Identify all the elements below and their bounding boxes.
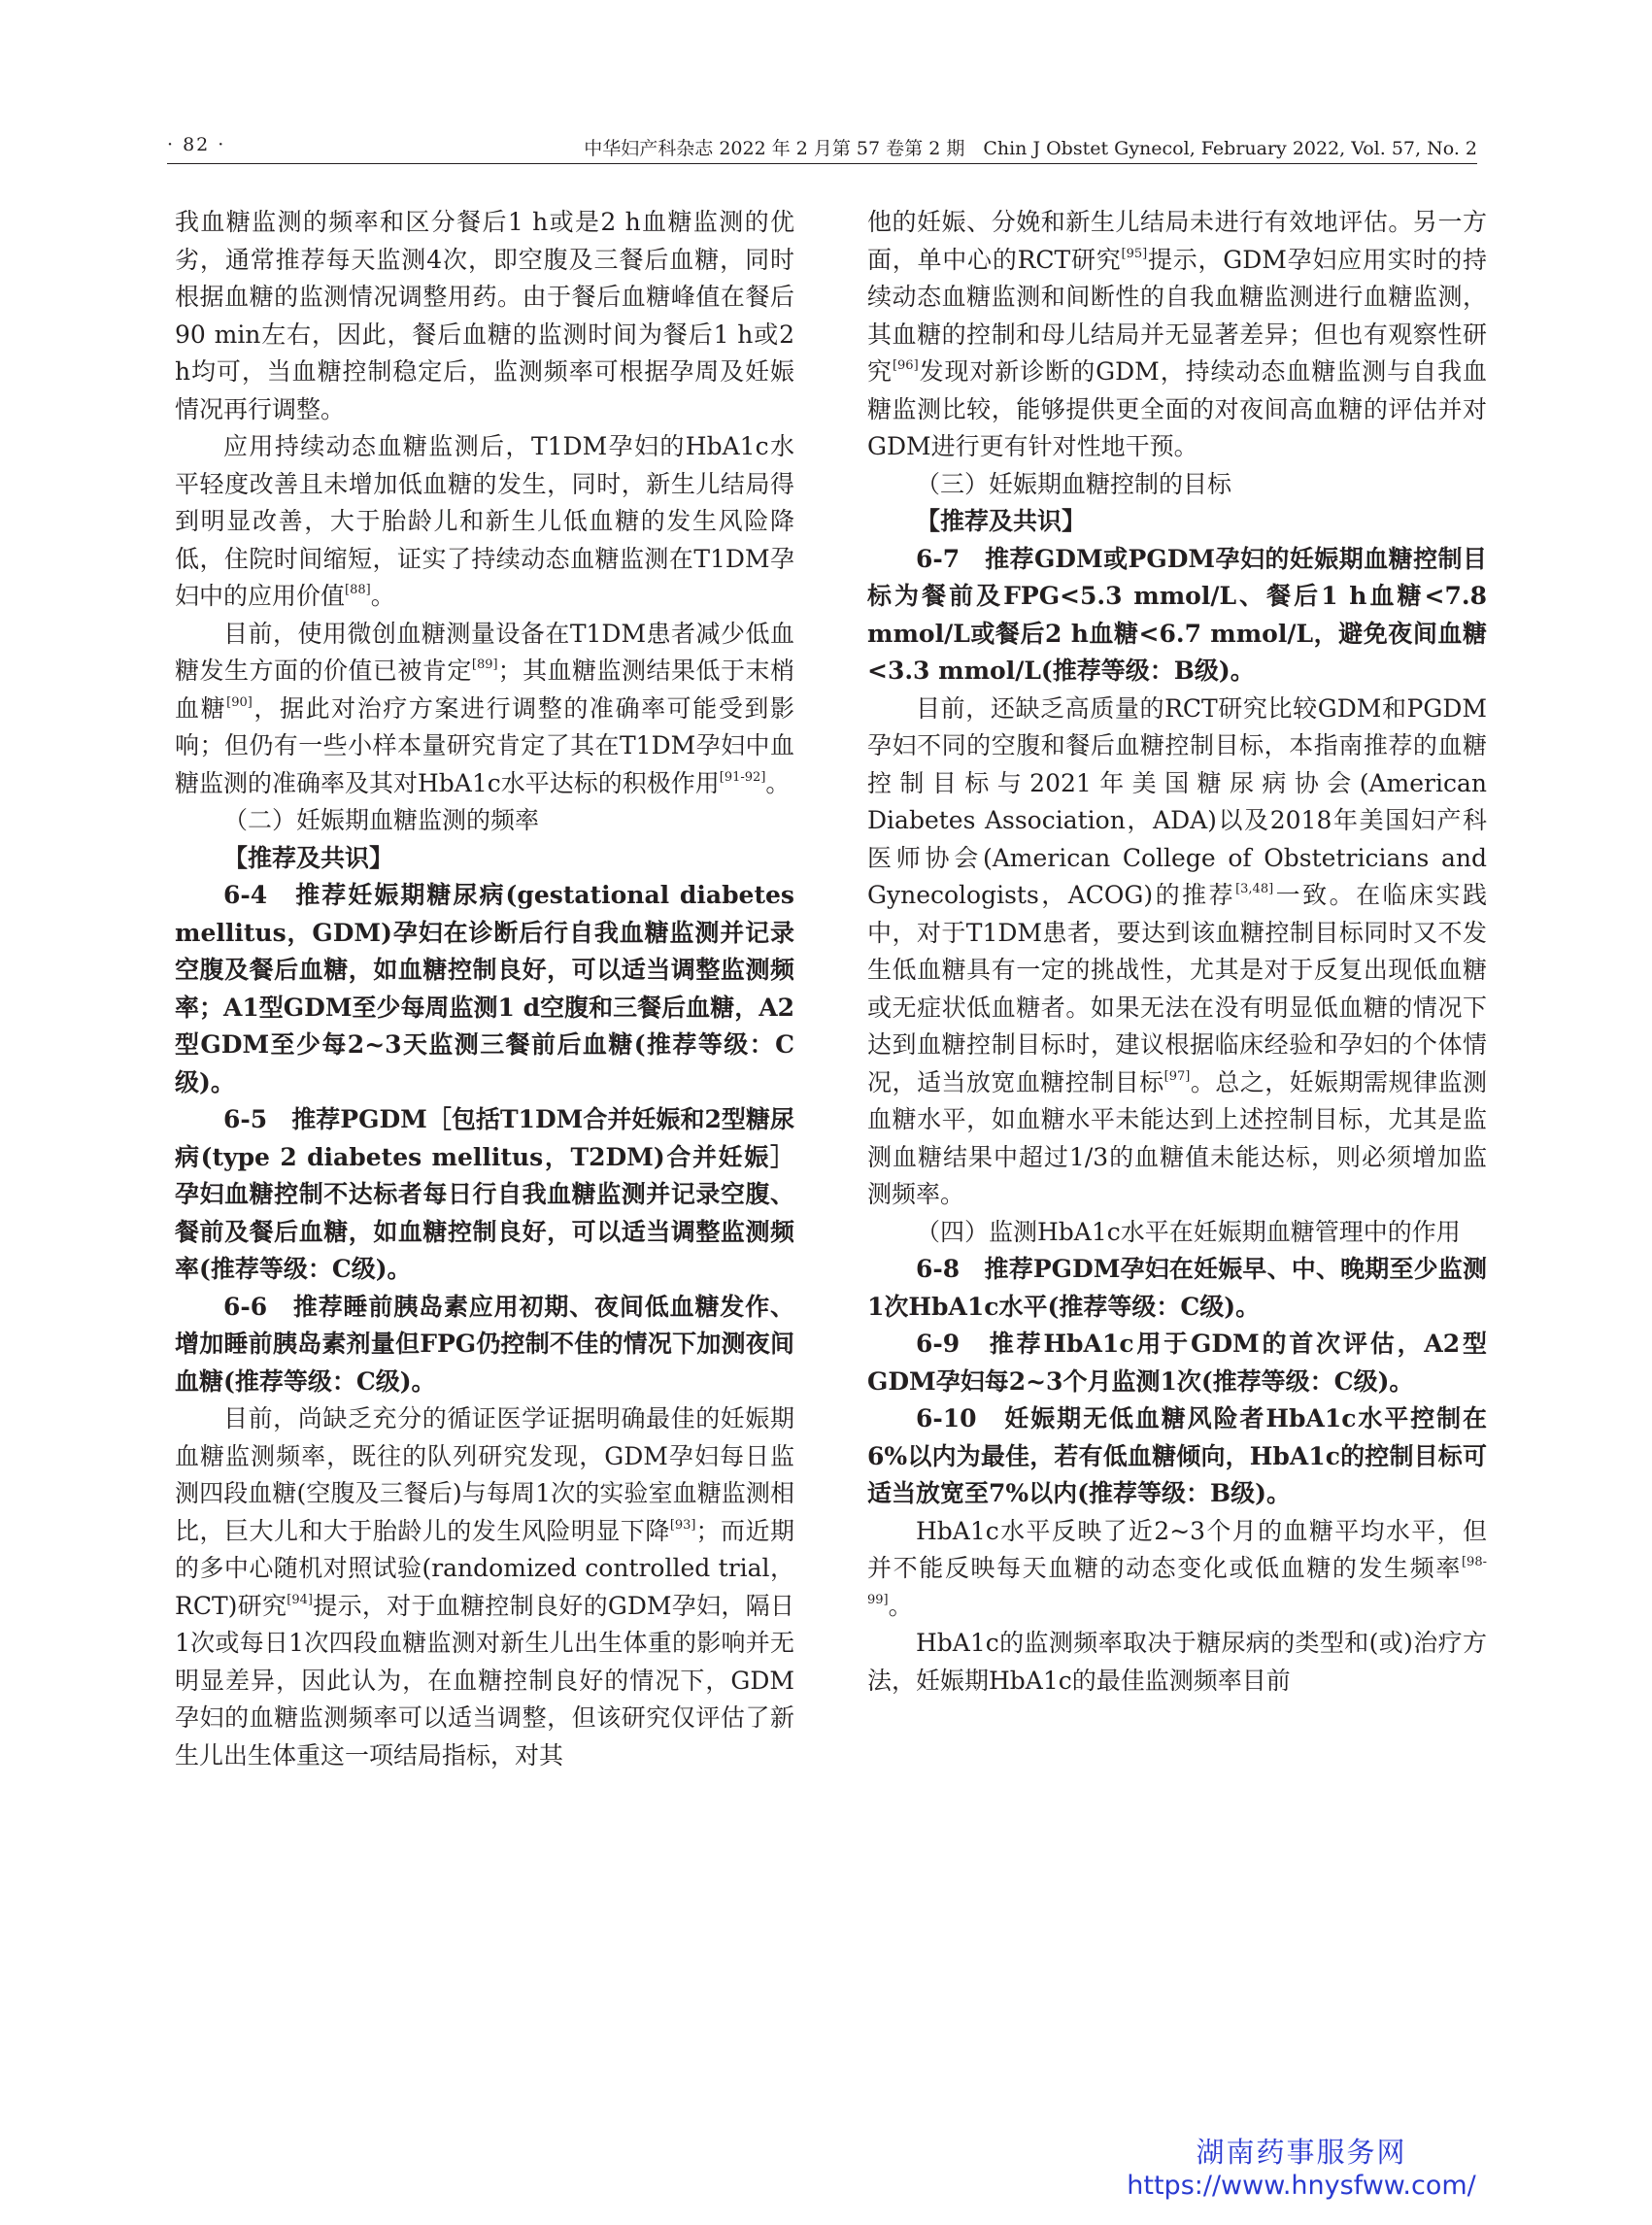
citation: [3,48] bbox=[1235, 882, 1274, 896]
watermark-url[interactable]: https://www.hnysfww.com/ bbox=[1127, 2171, 1476, 2201]
paragraph: HbA1c的监测频率取决于糖尿病的类型和(或)治疗方法，妊娠期HbA1c的最佳监测频率目前 bbox=[867, 1629, 1487, 1695]
recommendation-6-8: 6-8 推荐PGDM孕妇在妊娠早、中、晚期至少监测1次HbA1c水平(推荐等级：C级)。 bbox=[867, 1255, 1487, 1321]
citation: [93] bbox=[669, 1517, 696, 1533]
paragraph: 我血糖监测的频率和区分餐后1 h或是2 h血糖监测的优劣，通常推荐每天监测4次，即空腹及三餐后血糖，同时根据血糖的监测情况调整用药。由于餐后血糖峰值在餐后90 min左右，因此，餐后血糖的监测时间为餐后1 h或2 h均可，当血糖控制稳定后，监测频率可根据孕周及妊娠情况再行调整。 bbox=[175, 208, 794, 423]
citation: [89] bbox=[471, 657, 498, 672]
left-column bbox=[175, 204, 794, 1774]
paragraph: 目前，使用微创血糖测量设备在T1DM患者减少低血糖发生方面的价值已被肯定[89]；其血糖监测结果低于末梢血糖[90]，据此对治疗方案进行调整的准确率可能受到影响；但仍有一些小样本量研究肯定了其在T1DM孕妇中血糖监测的准确率及其对HbA1c水平达标的积极作用[91-92]。 bbox=[175, 619, 794, 797]
citation: [90] bbox=[226, 694, 253, 710]
page-number: · 82 · bbox=[167, 134, 226, 155]
paragraph: 他的妊娠、分娩和新生儿结局未进行有效地评估。另一方面，单中心的RCT研究[95]提示，GDM孕妇应用实时的持续动态血糖监测和间断性的自我血糖监测进行血糖监测，其血糖的控制和母儿结局并无显著差异；但也有观察性研究[96]发现对新诊断的GDM，持续动态血糖监测与自我血糖监测比较，能够提供更全面的对夜间高血糖的评估并对GDM进行更有针对性地干预。 bbox=[867, 208, 1487, 460]
citation: [96] bbox=[892, 358, 919, 373]
recommendation-heading: 【推荐及共识】 bbox=[916, 507, 1087, 535]
citation: [95] bbox=[1121, 246, 1148, 261]
citation: [97] bbox=[1163, 1068, 1191, 1084]
section-heading: （二）妊娠期血糖监测的频率 bbox=[223, 806, 540, 834]
recommendation-6-10: 6-10 妊娠期无低血糖风险者HbA1c水平控制在6%以内为最佳，若有低血糖倾向，HbA1c的控制目标可适当放宽至7%以内(推荐等级：B级)。 bbox=[867, 1404, 1487, 1507]
citation: [98-99] bbox=[867, 1555, 1487, 1607]
section-heading: （四）监测HbA1c水平在妊娠期血糖管理中的作用 bbox=[916, 1217, 1461, 1246]
paragraph: HbA1c水平反映了近2~3个月的血糖平均水平，但并不能反映每天血糖的动态变化或低血糖的发生频率[98-99]。 bbox=[867, 1516, 1487, 1620]
citation: [91-92] bbox=[719, 769, 766, 785]
paragraph: 应用持续动态血糖监测后，T1DM孕妇的HbA1c水平轻度改善且未增加低血糖的发生，同时，新生儿结局得到明显改善，大于胎龄儿和新生儿低血糖的发生风险降低，住院时间缩短，证实了持续动态血糖监测在T1DM孕妇中的应用价值[88]。 bbox=[175, 432, 794, 610]
recommendation-6-7: 6-7 推荐GDM或PGDM孕妇的妊娠期血糖控制目标为餐前及FPG<5.3 mmol/L、餐后1 h血糖<7.8 mmol/L或餐后2 h血糖<6.7 mmol/L，避免夜间血糖<3.3 mmol/L(推荐等级：B级)。 bbox=[867, 544, 1487, 685]
right-column bbox=[867, 204, 1487, 1700]
recommendation-6-4: 6-4 推荐妊娠期糖尿病(gestational diabetes mellitus，GDM)孕妇在诊断后行自我血糖监测并记录空腹及餐后血糖，如血糖控制良好，可以适当调整监测频率；A1型GDM至少每周监测1 d空腹和三餐后血糖，A2型GDM至少每2~3天监测三餐前后血糖(推荐等级：C级)。 bbox=[175, 881, 794, 1096]
watermark bbox=[1049, 2135, 1554, 2203]
journal-citation: 中华妇产科杂志 2022 年 2 月第 57 卷第 2 期 Chin J Obstet Gynecol, February 2022, Vol. 57, No. 2 bbox=[584, 138, 1477, 159]
paragraph: 目前，尚缺乏充分的循证医学证据明确最佳的妊娠期血糖监测频率，既往的队列研究发现，GDM孕妇每日监测四段血糖(空腹及三餐后)与每周1次的实验室血糖监测相比，巨大儿和大于胎龄儿的发生风险明显下降[93]；而近期的多中心随机对照试验(randomized controlled trial，RCT)研究[94]提示，对于血糖控制良好的GDM孕妇，隔日1次或每日1次四段血糖监测对新生儿出生体重的影响并无明显差异，因此认为，在血糖控制良好的情况下，GDM孕妇的血糖监测频率可以适当调整，但该研究仅评估了新生儿出生体重这一项结局指标，对其 bbox=[175, 1404, 794, 1770]
section-heading: （三）妊娠期血糖控制的目标 bbox=[916, 469, 1232, 498]
recommendation-6-6: 6-6 推荐睡前胰岛素应用初期、夜间低血糖发作、增加睡前胰岛素剂量但FPG仍控制不佳的情况下加测夜间血糖(推荐等级：C级)。 bbox=[175, 1292, 794, 1396]
running-header bbox=[167, 134, 1477, 164]
citation: [88] bbox=[345, 583, 371, 597]
recommendation-heading: 【推荐及共识】 bbox=[223, 843, 394, 872]
paragraph: 目前，还缺乏高质量的RCT研究比较GDM和PGDM孕妇不同的空腹和餐后血糖控制目标，本指南推荐的血糖控制目标与2021年美国糖尿病协会(American Diabetes Association，ADA)以及2018年美国妇产科医师协会(American College of Obstetricians and Gynecologists，ACOG)的推荐[3,48]一致。在临床实践中，对于T1DM患者，要达到该血糖控制目标同时又不发生低血糖具有一定的挑战性，尤其是对于反复出现低血糖或无症状低血糖者。如果无法在没有明显低血糖的情况下达到血糖控制目标时，建议根据临床经验和孕妇的个体情况，适当放宽血糖控制目标[97]。总之，妊娠期需规律监测血糖水平，如血糖水平未能达到上述控制目标，尤其是监测血糖结果中超过1/3的血糖值未能达标，则必须增加监测频率。 bbox=[867, 693, 1487, 1208]
recommendation-6-9: 6-9 推荐HbA1c用于GDM的首次评估，A2型GDM孕妇每2~3个月监测1次(推荐等级：C级)。 bbox=[867, 1330, 1487, 1396]
recommendation-6-5: 6-5 推荐PGDM［包括T1DM合并妊娠和2型糖尿病(type 2 diabetes mellitus，T2DM)合并妊娠］孕妇血糖控制不达标者每日行自我血糖监测并记录空腹、餐前及餐后血糖，如血糖控制良好，可以适当调整监测频率(推荐等级：C级)。 bbox=[175, 1105, 794, 1283]
watermark-name: 湖南药事服务网 bbox=[1196, 2136, 1407, 2169]
citation: [94] bbox=[287, 1592, 313, 1607]
